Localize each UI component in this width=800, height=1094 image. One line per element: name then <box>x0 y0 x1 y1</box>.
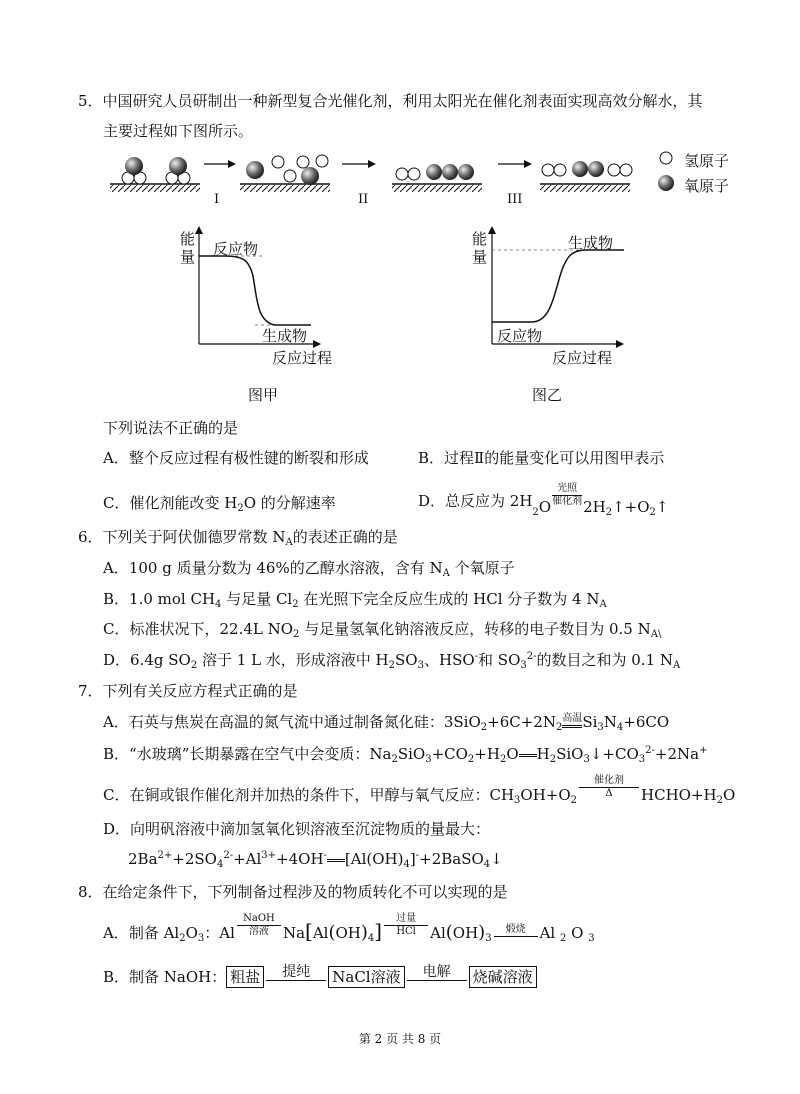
q7-option-c[interactable]: C．在铜或银作催化剂并加热的条件下，甲醇与氧气反应：$CH_3OH+O_2$ 催化剂 Δ $HCHO+H_2O$ <box>103 775 736 806</box>
q6-d-6: 的数目之和为 0.1 N <box>536 651 674 669</box>
q5-option-d[interactable]: D．总反应为 $2H_2O$ 光照 催化剂 $2H_2↑+O_2↑$ <box>418 483 669 518</box>
q7-c-text: C．在铜或银作催化剂并加热的条件下，甲醇与氧气反应：CH <box>103 786 515 804</box>
fig-a-top-label: 反应物 <box>213 240 259 258</box>
q6-a-tail: 个氧原子 <box>454 559 515 577</box>
legend-h-label: 氢原子 <box>684 152 730 170</box>
q6-c-2: 与足量氢氧化钠溶液反应，转移的电子数目为 0.5 N <box>304 620 651 638</box>
q6-option-d[interactable]: D．6.4g $SO_2$ 溶于 1 L 水，形成溶液中 $H_2SO_3$、HSO-和 $SO_3^{2-}$的数目之和为 0.1 $N_A$ <box>103 651 681 671</box>
q6-b-1: B．1.0 mol CH <box>103 590 216 608</box>
q7-option-a[interactable]: A．石英与焦炭在高温的氮气流中通过制备氮化硅：$3SiO_2+6C+2N_2$ 高温 $Si_3N_4+6CO$ <box>103 713 670 733</box>
fig-b-xlabel: 反应过程 <box>552 349 613 367</box>
q8-b-arrow2-label: 电解 <box>422 964 451 980</box>
q6-a-text: A．100 g 质量分数为 46%的乙醇水溶液，含有 N <box>103 559 443 577</box>
surface-1 <box>110 157 200 192</box>
q7-a-text: A．石英与焦炭在高温的氮气流中通过制备氮化硅：3SiO <box>103 713 481 731</box>
q8-b-box2: NaCl溶液 <box>328 966 404 988</box>
surface-3 <box>392 164 482 192</box>
legend-o-label: 氧原子 <box>684 177 730 195</box>
q8-a-text: A．制备 Al <box>103 924 180 942</box>
process-diagram <box>100 150 740 220</box>
q8-option-b[interactable] <box>103 966 537 987</box>
q5-stem-text: 中国研究人员研制出一种新型复合光催化剂，利用太阳光在催化剂表面实现高效分解水，其 <box>102 92 703 110</box>
q5-option-c[interactable]: C．催化剂能改变 $H_2O$ 的分解速率 <box>103 494 336 514</box>
q6-d-5: 和 SO <box>478 651 521 669</box>
q7-option-b[interactable]: B．“水玻璃”长期暴露在空气中会变质：$Na_2SiO_3+CO_2+H_2O$ $H_2SiO_3↓+CO_3^{2-}+2Na^+$ <box>103 745 708 765</box>
q8-b-box3: 烧碱溶液 <box>469 966 537 988</box>
legend-o-marker <box>658 175 674 191</box>
fig-a-bottom-label: 生成物 <box>262 327 308 345</box>
q5-stem-line2: 主要过程如下图所示。 <box>103 122 254 140</box>
q6-option-b[interactable]: B．1.0 mol $CH_4$ 与足量 $Cl_2$ 在光照下完全反应生成的 HCl 分子数为 4 $N_A$ <box>103 590 607 610</box>
q8-b-text: B．制备 NaOH： <box>103 968 227 986</box>
q7-a-cond: 高温 <box>562 713 583 724</box>
q7-c-cond-top: 催化剂 <box>594 775 625 786</box>
q8-a-cond1-top: NaOH <box>243 913 275 924</box>
step-3-label: III <box>507 192 523 207</box>
fig-a-ylabel-1: 能 <box>180 230 196 248</box>
q6-option-c[interactable]: C．标准状况下，22.4L $NO_2$ 与足量氢氧化钠溶液反应，转移的电子数目为 0.5 $N_{A\backslash}$ <box>103 620 662 640</box>
surface-2 <box>240 155 330 192</box>
q8-stem: 8．在给定条件下，下列制备过程涉及的物质转化不可以实现的是 <box>78 883 508 901</box>
q5-option-a[interactable]: A．整个反应过程有极性键的断裂和形成 <box>103 449 369 467</box>
q8-a-cond2-top: 过量 <box>396 913 417 924</box>
legend-h-marker <box>660 152 672 164</box>
q8-a-cond1-bot: 溶液 <box>248 926 269 937</box>
q6-c-1: C．标准状况下，22.4L NO <box>103 620 294 638</box>
q6-b-2: 与足量 Cl <box>226 590 293 608</box>
q7-d-eq-start: 2Ba <box>128 850 158 868</box>
q5-option-b[interactable]: B．过程Ⅱ的能量变化可以用图甲表示 <box>418 449 665 467</box>
q7-stem: 7．下列有关反应方程式正确的是 <box>78 682 298 700</box>
q8-b-arrow1-label: 提纯 <box>282 964 311 980</box>
q5-d-post2: ↑+O <box>612 498 650 516</box>
fig-a-caption: 图甲 <box>248 386 279 404</box>
q5-stem-line1 <box>78 90 703 111</box>
q6-option-a[interactable]: A．100 g 质量分数为 46%的乙醇水溶液，含有 $N_A$ 个氧原子 <box>103 559 515 579</box>
q6-stem-text: 6．下列关于阿伏伽德罗常数 N <box>78 528 286 546</box>
q7-c-cond-bot: Δ <box>605 788 613 799</box>
q5-number: 5． <box>78 92 103 110</box>
q7-option-d-equation: $2Ba^{2+}+2SO_4^{2-}+Al^{3+}+4OH^-$ $[Al(OH)_4]^-+2BaSO_4↓$ <box>128 850 503 870</box>
step-1-label: I <box>214 192 220 207</box>
q8-b-box1: 粗盐 <box>226 966 264 988</box>
q5-d-cond-bot: 催化剂 <box>552 496 583 507</box>
q6-b-3: 在光照下完全反应生成的 HCl 分子数为 4 N <box>303 590 600 608</box>
fig-a-xlabel: 反应过程 <box>272 349 333 367</box>
fig-b-ylabel-2: 量 <box>472 248 488 266</box>
q5-option-d-pre: D．总反应为 2H <box>418 492 533 510</box>
q5-option-c-post: O 的分解速率 <box>243 494 336 512</box>
q6-stem: 6．下列关于阿伏伽德罗常数 $N_A$的表述正确的是 <box>78 528 398 548</box>
fig-b-bottom-label: 反应物 <box>497 327 543 345</box>
q8-a-cond3-top: 煅烧 <box>505 924 526 935</box>
q5-d-cond-top: 光照 <box>557 483 578 494</box>
q5-d-post3: ↑ <box>655 498 669 516</box>
q5-d-post1: 2H <box>583 498 606 516</box>
q7-b-text: B．“水玻璃”长期暴露在空气中会变质：Na <box>103 745 392 763</box>
q8-a-cond2-bot: HCl <box>396 926 416 937</box>
fig-b-top-label: 生成物 <box>568 234 614 252</box>
q5-prompt: 下列说法不正确的是 <box>103 419 239 437</box>
fig-b-caption: 图乙 <box>532 386 563 404</box>
q6-d-2: 溶于 1 L 水，形成溶液中 H <box>201 651 389 669</box>
q5-option-c-pre: C．催化剂能改变 H <box>103 494 238 512</box>
q6-d-1: D．6.4g SO <box>103 651 191 669</box>
q7-option-d[interactable]: D．向明矾溶液中滴加氢氧化钡溶液至沉淀物质的量最大： <box>103 820 491 838</box>
fig-b-ylabel-1: 能 <box>472 230 488 248</box>
step-2-label: II <box>358 192 369 207</box>
q6-d-3: SO <box>395 651 418 669</box>
q8-option-a[interactable]: A．制备 $Al_2O_3$：Al NaOH 溶液 $Na[Al(OH)_4]$ 过量 HCl $Al(OH)_3$ 煅烧 Al $_2$ O $_3$ <box>103 913 595 944</box>
q6-d-4: 、HSO <box>423 651 475 669</box>
page-footer: 第 2 页 共 8 页 <box>358 1032 442 1046</box>
fig-a-ylabel-2: 量 <box>180 248 196 266</box>
surface-4 <box>540 161 632 192</box>
q6-stem-tail: 的表述正确的是 <box>292 528 398 546</box>
